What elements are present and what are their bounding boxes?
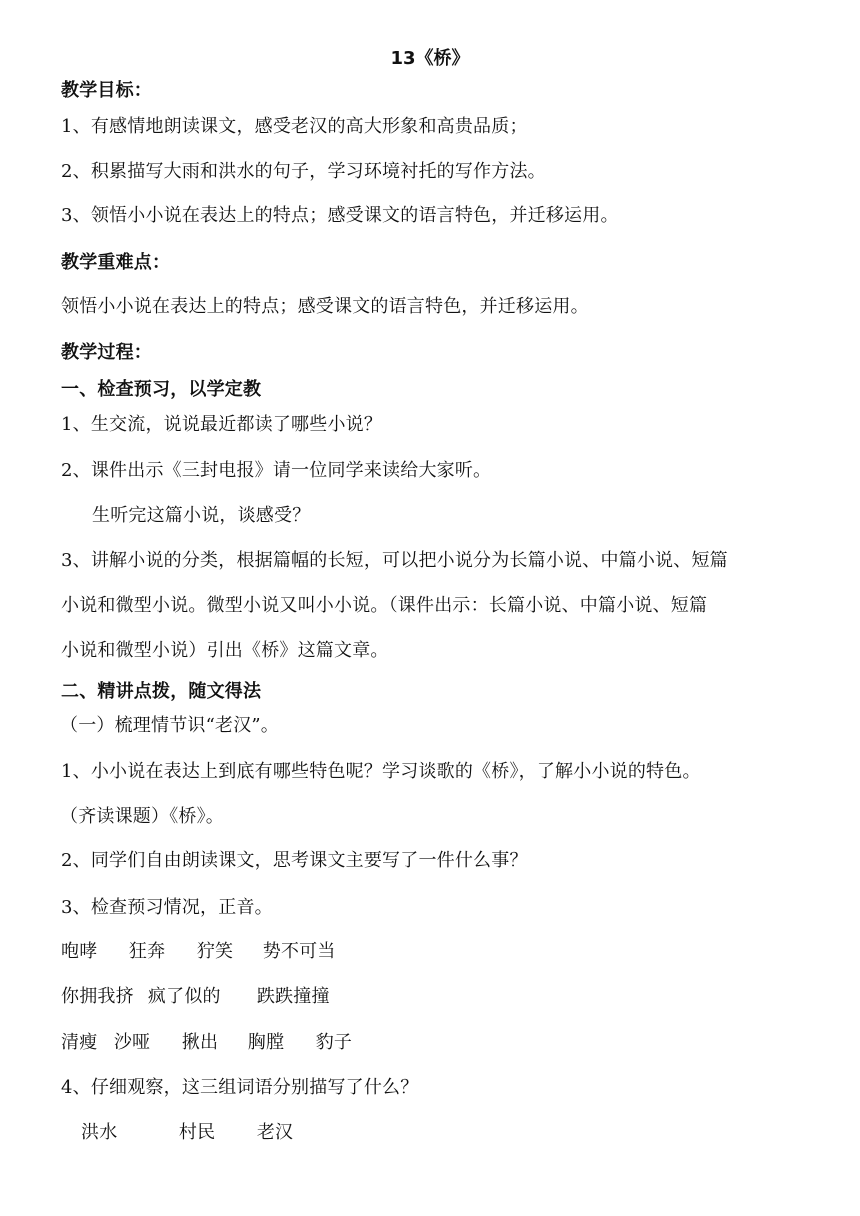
word-group-villagers	[61, 984, 821, 1010]
goal-item-1: 1、有感情地朗读课文，感受老汉的高大形象和高贵品质；	[61, 116, 528, 137]
word: 跌跌撞撞	[256, 986, 330, 1007]
word: 豹子	[315, 1032, 353, 1053]
section-2-item-1-sub: （齐读课题）《桥》。	[60, 806, 224, 827]
section-1-item-2: 2、课件出示《三封电报》请一位同学来读给大家听。	[61, 460, 492, 481]
key-points-heading: 教学重难点：	[61, 252, 171, 273]
subsection-1-heading: （一）梳理情节识“老汉”。	[60, 715, 280, 736]
section-2-item-3: 3、检查预习情况，正音。	[61, 897, 273, 918]
section-2-item-2: 2、同学们自由朗读课文，思考课文主要写了一件什么事？	[61, 850, 528, 871]
group-subject: 洪水	[81, 1122, 118, 1143]
goal-item-3: 3、领悟小小说在表达上的特点；感受课文的语言特色，并迁移运用。	[61, 205, 619, 226]
group-subject: 村民	[178, 1122, 216, 1143]
word-group-old-man	[61, 1030, 821, 1056]
section-2-heading: 二、精讲点拨，随文得法	[61, 681, 262, 702]
word: 沙哑	[113, 1032, 151, 1053]
word: 胸膛	[247, 1032, 285, 1053]
word: 疯了似的	[147, 986, 221, 1007]
word: 揪出	[181, 1032, 219, 1053]
word: 狞笑	[196, 941, 234, 962]
word: 清瘦	[61, 1032, 98, 1053]
word: 势不可当	[262, 941, 336, 962]
word: 你拥我挤	[61, 986, 134, 1007]
section-1-heading: 一、检查预习，以学定教	[61, 379, 262, 400]
section-2-item-1: 1、小小说在表达上到底有哪些特色呢？学习谈歌的《桥》，了解小小说的特色。	[61, 761, 701, 782]
lesson-title: 13《桥》	[390, 48, 470, 69]
goals-heading: 教学目标：	[61, 80, 152, 101]
section-1-item-2-sub: 生听完这篇小说，谈感受？	[92, 505, 311, 526]
word-group-flood	[61, 939, 821, 965]
group-subject: 老汉	[256, 1122, 294, 1143]
key-points-text: 领悟小小说在表达上的特点；感受课文的语言特色，并迁移运用。	[61, 296, 589, 317]
group-subjects	[81, 1120, 841, 1146]
word: 咆哮	[61, 941, 98, 962]
process-heading: 教学过程：	[61, 342, 152, 363]
section-1-item-3-line-2: 小说和微型小说。微型小说又叫小小说。（课件出示：长篇小说、中篇小说、短篇	[61, 595, 708, 616]
goal-item-2: 2、积累描写大雨和洪水的句子，学习环境衬托的写作方法。	[61, 161, 546, 182]
section-1-item-3-line-3: 小说和微型小说）引出《桥》这篇文章。	[61, 640, 389, 661]
section-1-item-1: 1、生交流，说说最近都读了哪些小说？	[61, 414, 383, 435]
section-2-item-4: 4、仔细观察，这三组词语分别描写了什么？	[61, 1077, 419, 1098]
section-1-item-3-line-1: 3、讲解小说的分类，根据篇幅的长短，可以把小说分为长篇小说、中篇小说、短篇	[61, 550, 728, 571]
word: 狂奔	[128, 941, 166, 962]
